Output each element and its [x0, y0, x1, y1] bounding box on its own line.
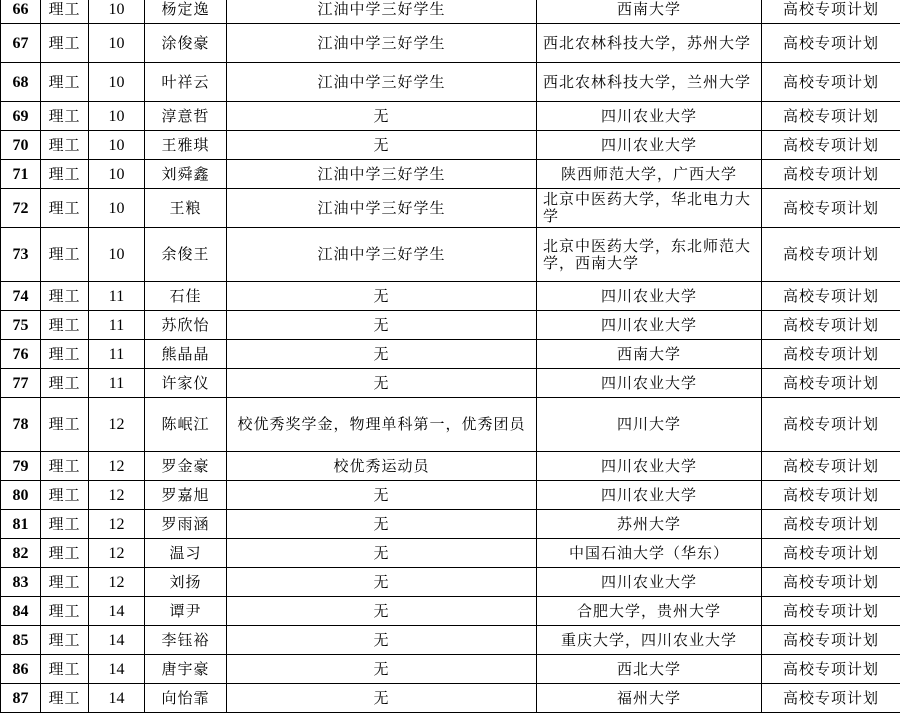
admitted-university-cell: 西北农林科技大学，兰州大学: [537, 63, 762, 102]
subject-type-cell: 理工: [41, 398, 89, 452]
subject-type-cell: 理工: [41, 228, 89, 282]
admission-plan-cell: 高校专项计划: [762, 160, 900, 189]
student-name-cell: 向怡霏: [145, 684, 227, 713]
row-number-cell: 77: [1, 369, 41, 398]
class-number-cell: 12: [89, 398, 145, 452]
class-number-cell: 12: [89, 539, 145, 568]
honor-cell: 校优秀奖学金，物理单科第一，优秀团员: [227, 398, 537, 452]
admitted-university-cell: 北京中医药大学，华北电力大学: [537, 189, 762, 228]
class-number-cell: 14: [89, 684, 145, 713]
admitted-university-cell: 福州大学: [537, 684, 762, 713]
admitted-university-cell: 四川农业大学: [537, 311, 762, 340]
honor-cell: 校优秀运动员: [227, 452, 537, 481]
class-number-cell: 14: [89, 597, 145, 626]
subject-type-cell: 理工: [41, 626, 89, 655]
class-number-cell: 12: [89, 510, 145, 539]
admitted-university-cell: 四川农业大学: [537, 568, 762, 597]
row-number-cell: 86: [1, 655, 41, 684]
table-row: [1, 369, 900, 398]
table-row: [1, 131, 900, 160]
row-number-cell: 69: [1, 102, 41, 131]
subject-type-cell: 理工: [41, 282, 89, 311]
table-row: [1, 655, 900, 684]
honor-cell: 江油中学三好学生: [227, 63, 537, 102]
admitted-university-cell: 陕西师范大学，广西大学: [537, 160, 762, 189]
honor-cell: 无: [227, 131, 537, 160]
admission-plan-cell: 高校专项计划: [762, 63, 900, 102]
class-number-cell: 11: [89, 311, 145, 340]
admitted-university-cell: 四川农业大学: [537, 481, 762, 510]
student-name-cell: 罗金豪: [145, 452, 227, 481]
table-row: [1, 311, 900, 340]
table-row: [1, 684, 900, 713]
admitted-university-cell: 北京中医药大学，东北师范大学，西南大学: [537, 228, 762, 282]
class-number-cell: 10: [89, 160, 145, 189]
admission-plan-cell: 高校专项计划: [762, 311, 900, 340]
class-number-cell: 10: [89, 102, 145, 131]
student-name-cell: 李钰裕: [145, 626, 227, 655]
row-number-cell: 67: [1, 24, 41, 63]
student-name-cell: 王雅琪: [145, 131, 227, 160]
admission-plan-cell: 高校专项计划: [762, 189, 900, 228]
table-row: [1, 452, 900, 481]
subject-type-cell: 理工: [41, 597, 89, 626]
student-name-cell: 许家仪: [145, 369, 227, 398]
student-name-cell: 温习: [145, 539, 227, 568]
row-number-cell: 83: [1, 568, 41, 597]
admission-plan-cell: 高校专项计划: [762, 510, 900, 539]
honor-cell: 无: [227, 340, 537, 369]
honor-cell: 无: [227, 597, 537, 626]
admitted-university-cell: 中国石油大学（华东）: [537, 539, 762, 568]
admission-plan-cell: 高校专项计划: [762, 398, 900, 452]
row-number-cell: 75: [1, 311, 41, 340]
class-number-cell: 14: [89, 626, 145, 655]
table-row: [1, 568, 900, 597]
subject-type-cell: 理工: [41, 0, 89, 24]
table-row: [1, 626, 900, 655]
table-row: [1, 102, 900, 131]
admission-plan-cell: 高校专项计划: [762, 340, 900, 369]
admitted-university-cell: 西南大学: [537, 0, 762, 24]
admitted-university-cell: 四川农业大学: [537, 131, 762, 160]
table-row: [1, 539, 900, 568]
class-number-cell: 12: [89, 481, 145, 510]
subject-type-cell: 理工: [41, 510, 89, 539]
row-number-cell: 87: [1, 684, 41, 713]
class-number-cell: 12: [89, 568, 145, 597]
honor-cell: 无: [227, 102, 537, 131]
row-number-cell: 71: [1, 160, 41, 189]
honor-cell: 无: [227, 282, 537, 311]
admitted-university-cell: 苏州大学: [537, 510, 762, 539]
honor-cell: 无: [227, 369, 537, 398]
student-name-cell: 叶祥云: [145, 63, 227, 102]
student-name-cell: 罗嘉旭: [145, 481, 227, 510]
subject-type-cell: 理工: [41, 160, 89, 189]
table-row: [1, 0, 900, 24]
class-number-cell: 10: [89, 228, 145, 282]
student-name-cell: 熊晶晶: [145, 340, 227, 369]
row-number-cell: 72: [1, 189, 41, 228]
subject-type-cell: 理工: [41, 568, 89, 597]
admission-plan-cell: 高校专项计划: [762, 24, 900, 63]
admitted-university-cell: 西北大学: [537, 655, 762, 684]
admission-plan-cell: 高校专项计划: [762, 655, 900, 684]
row-number-cell: 85: [1, 626, 41, 655]
table-row: [1, 597, 900, 626]
admission-plan-cell: 高校专项计划: [762, 539, 900, 568]
admission-plan-cell: 高校专项计划: [762, 228, 900, 282]
table-row: [1, 160, 900, 189]
table-row: [1, 63, 900, 102]
subject-type-cell: 理工: [41, 189, 89, 228]
row-number-cell: 68: [1, 63, 41, 102]
admitted-university-cell: 四川农业大学: [537, 102, 762, 131]
student-name-cell: 涂俊豪: [145, 24, 227, 63]
table-row: [1, 282, 900, 311]
table-row: [1, 228, 900, 282]
class-number-cell: 14: [89, 655, 145, 684]
student-name-cell: 淳意哲: [145, 102, 227, 131]
admission-plan-cell: 高校专项计划: [762, 131, 900, 160]
subject-type-cell: 理工: [41, 369, 89, 398]
row-number-cell: 76: [1, 340, 41, 369]
student-name-cell: 刘扬: [145, 568, 227, 597]
student-name-cell: 罗雨涵: [145, 510, 227, 539]
class-number-cell: 10: [89, 131, 145, 160]
honor-cell: 江油中学三好学生: [227, 228, 537, 282]
honor-cell: 江油中学三好学生: [227, 189, 537, 228]
admission-plan-cell: 高校专项计划: [762, 626, 900, 655]
student-name-cell: 苏欣怡: [145, 311, 227, 340]
class-number-cell: 10: [89, 0, 145, 24]
class-number-cell: 10: [89, 63, 145, 102]
class-number-cell: 10: [89, 189, 145, 228]
class-number-cell: 12: [89, 452, 145, 481]
admitted-university-cell: 西北农林科技大学，苏州大学: [537, 24, 762, 63]
subject-type-cell: 理工: [41, 452, 89, 481]
admitted-university-cell: 重庆大学，四川农业大学: [537, 626, 762, 655]
honor-cell: 江油中学三好学生: [227, 0, 537, 24]
admitted-university-cell: 四川农业大学: [537, 282, 762, 311]
admission-plan-cell: 高校专项计划: [762, 102, 900, 131]
table-row: [1, 398, 900, 452]
row-number-cell: 73: [1, 228, 41, 282]
admission-plan-cell: 高校专项计划: [762, 0, 900, 24]
honor-cell: 江油中学三好学生: [227, 24, 537, 63]
admitted-university-cell: 四川农业大学: [537, 452, 762, 481]
class-number-cell: 11: [89, 340, 145, 369]
honor-cell: 无: [227, 655, 537, 684]
row-number-cell: 81: [1, 510, 41, 539]
row-number-cell: 74: [1, 282, 41, 311]
student-name-cell: 陈岷江: [145, 398, 227, 452]
admission-plan-cell: 高校专项计划: [762, 684, 900, 713]
student-name-cell: 王粮: [145, 189, 227, 228]
admitted-university-cell: 四川农业大学: [537, 369, 762, 398]
row-number-cell: 80: [1, 481, 41, 510]
student-name-cell: 唐宇豪: [145, 655, 227, 684]
subject-type-cell: 理工: [41, 340, 89, 369]
subject-type-cell: 理工: [41, 24, 89, 63]
admission-plan-cell: 高校专项计划: [762, 282, 900, 311]
row-number-cell: 78: [1, 398, 41, 452]
row-number-cell: 82: [1, 539, 41, 568]
table-row: [1, 24, 900, 63]
table-row: [1, 189, 900, 228]
table-row: [1, 340, 900, 369]
subject-type-cell: 理工: [41, 655, 89, 684]
class-number-cell: 11: [89, 282, 145, 311]
admission-plan-cell: 高校专项计划: [762, 597, 900, 626]
admitted-university-cell: 四川大学: [537, 398, 762, 452]
subject-type-cell: 理工: [41, 481, 89, 510]
honor-cell: 无: [227, 311, 537, 340]
subject-type-cell: 理工: [41, 131, 89, 160]
honor-cell: 无: [227, 539, 537, 568]
subject-type-cell: 理工: [41, 684, 89, 713]
table-body: [1, 0, 900, 713]
class-number-cell: 10: [89, 24, 145, 63]
admission-plan-cell: 高校专项计划: [762, 481, 900, 510]
table-row: [1, 510, 900, 539]
row-number-cell: 70: [1, 131, 41, 160]
honor-cell: 无: [227, 481, 537, 510]
row-number-cell: 66: [1, 0, 41, 24]
student-name-cell: 杨定逸: [145, 0, 227, 24]
row-number-cell: 84: [1, 597, 41, 626]
subject-type-cell: 理工: [41, 63, 89, 102]
subject-type-cell: 理工: [41, 311, 89, 340]
student-name-cell: 余俊王: [145, 228, 227, 282]
subject-type-cell: 理工: [41, 539, 89, 568]
honor-cell: 江油中学三好学生: [227, 160, 537, 189]
honor-cell: 无: [227, 510, 537, 539]
honor-cell: 无: [227, 568, 537, 597]
student-name-cell: 石佳: [145, 282, 227, 311]
table-row: [1, 481, 900, 510]
subject-type-cell: 理工: [41, 102, 89, 131]
honor-cell: 无: [227, 684, 537, 713]
student-name-cell: 刘舜鑫: [145, 160, 227, 189]
admission-plan-cell: 高校专项计划: [762, 452, 900, 481]
admission-plan-cell: 高校专项计划: [762, 568, 900, 597]
honor-cell: 无: [227, 626, 537, 655]
admitted-university-cell: 西南大学: [537, 340, 762, 369]
class-number-cell: 11: [89, 369, 145, 398]
student-name-cell: 谭尹: [145, 597, 227, 626]
admission-plan-cell: 高校专项计划: [762, 369, 900, 398]
admitted-university-cell: 合肥大学，贵州大学: [537, 597, 762, 626]
row-number-cell: 79: [1, 452, 41, 481]
